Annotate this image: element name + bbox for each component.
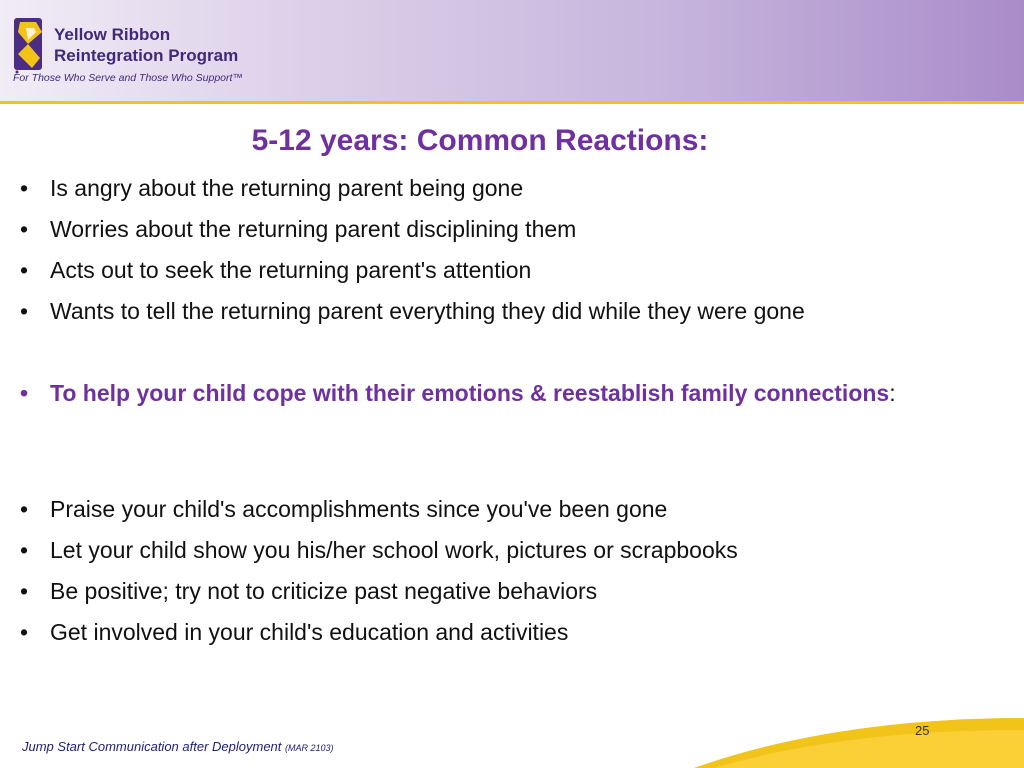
tip-text: Get involved in your child's education and activities [50,619,569,645]
bullet-icon: • [20,380,29,406]
bullet-icon: • [20,298,29,324]
reaction-text: Is angry about the returning parent being gone [50,175,524,201]
tip-text: Praise your child's accomplishments since you've been gone [50,496,668,522]
header-divider [0,101,1024,104]
bullet-icon: • [20,619,29,645]
yellow-ribbon-logo-icon [12,14,52,74]
reaction-text: Worries about the returning parent disciplining them [50,216,577,242]
logo-title-line2: Reintegration Program [54,46,239,65]
slide-title: 5-12 years: Common Reactions: [251,124,709,157]
tip-text: Let your child show you his/her school work, pictures or scrapbooks [50,537,738,563]
bullet-icon: • [20,216,29,242]
page-number: 25 [915,723,930,738]
help-heading-text: To help your child cope with their emotions & reestablish family connections [50,380,890,406]
reaction-text: Wants to tell the returning parent everything they did while they were gone [50,298,805,324]
bullet-icon: • [20,496,29,522]
footer-code: (MAR 2103) [285,743,334,753]
help-heading-colon: : [889,380,896,406]
bullet-icon: • [20,537,29,563]
footer-title: Jump Start Communication after Deployment [22,739,282,754]
logo-tagline: For Those Who Serve and Those Who Support™ [13,72,243,84]
yellow-swoosh-decoration [694,708,1024,768]
logo-title-line1: Yellow Ribbon [54,25,171,44]
bullet-icon: • [20,175,29,201]
bullet-icon: • [20,257,29,283]
bullet-icon: • [20,578,29,604]
help-heading [50,377,950,410]
footer-text [22,739,334,754]
reaction-text: Acts out to seek the returning parent's attention [50,257,532,283]
tip-text: Be positive; try not to criticize past negative behaviors [50,578,598,604]
